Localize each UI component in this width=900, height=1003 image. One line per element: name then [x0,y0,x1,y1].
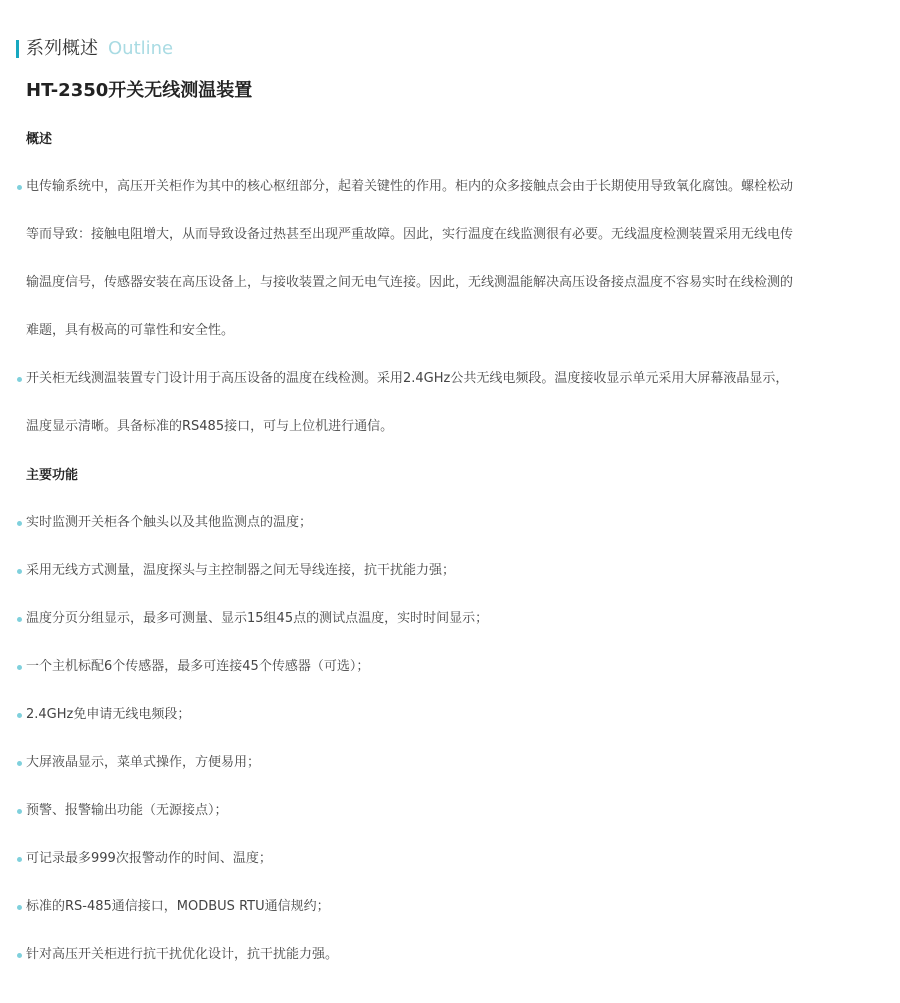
feature-item: 可记录最多999次报警动作的时间、温度； [26,851,272,866]
feature-item: 实时监测开关柜各个触头以及其他监测点的温度； [26,515,313,530]
feature-item: 采用无线方式测量，温度探头与主控制器之间无导线连接，抗干扰能力强； [26,563,456,578]
feature-item: 一个主机标配6个传感器，最多可连接45个传感器（可选）； [26,659,370,674]
bullet-dot [17,617,22,622]
overview-heading: 概述 [26,132,53,147]
bullet-dot [17,569,22,574]
bullet-dot [17,377,22,382]
feature-item: 预警、报警输出功能（无源接点）； [26,803,228,818]
features-heading: 主要功能 [26,468,79,483]
overview-paragraph-1 [26,163,866,355]
bullet-dot [17,185,22,190]
feature-item: 标准的RS-485通信接口，MODBUS RTU通信规约； [26,899,330,914]
paragraph-line: 难题，具有极高的可靠性和安全性。 [26,323,235,338]
bullet-dot [17,905,22,910]
bullet-dot [17,713,22,718]
paragraph-line: 输温度信号，传感器安装在高压设备上，与接收装置之间无电气连接。因此，无线测温能解决高压设备接点温度不容易实时在线检测的 [26,275,794,290]
section-title: 系列概述 [26,38,98,59]
bullet-dot [17,857,22,862]
product-title: HT-2350开关无线测温装置 [26,80,253,101]
paragraph-line: 等而导致：接触电阻增大，从而导致设备过热甚至出现严重故障。因此，实行温度在线监测很有必要。无线温度检测装置采用无线电传 [26,227,794,242]
feature-item: 温度分页分组显示，最多可测量、显示15组45点的测试点温度，实时时间显示； [26,611,489,626]
bullet-dot [17,953,22,958]
bullet-dot [17,809,22,814]
section-accent-bar [16,40,19,58]
section-header [16,38,173,60]
paragraph-line: 温度显示清晰。具备标准的RS485接口，可与上位机进行通信。 [26,419,394,434]
feature-item: 大屏液晶显示，菜单式操作，方便易用； [26,755,261,770]
overview-paragraph-2 [26,355,866,451]
paragraph-line: 开关柜无线测温装置专门设计用于高压设备的温度在线检测。采用2.4GHz公共无线电频段。温度接收显示单元采用大屏幕液晶显示， [26,371,789,386]
feature-item: 2.4GHz免申请无线电频段； [26,707,191,722]
paragraph-line: 电传输系统中，高压开关柜作为其中的核心枢纽部分，起着关键性的作用。柜内的众多接触点会由于长期使用导致氧化腐蚀。螺栓松动 [26,179,794,194]
bullet-dot [17,761,22,766]
bullet-dot [17,665,22,670]
feature-item: 针对高压开关柜进行抗干扰优化设计，抗干扰能力强。 [26,947,339,962]
section-subtitle: Outline [108,38,174,59]
bullet-dot [17,521,22,526]
